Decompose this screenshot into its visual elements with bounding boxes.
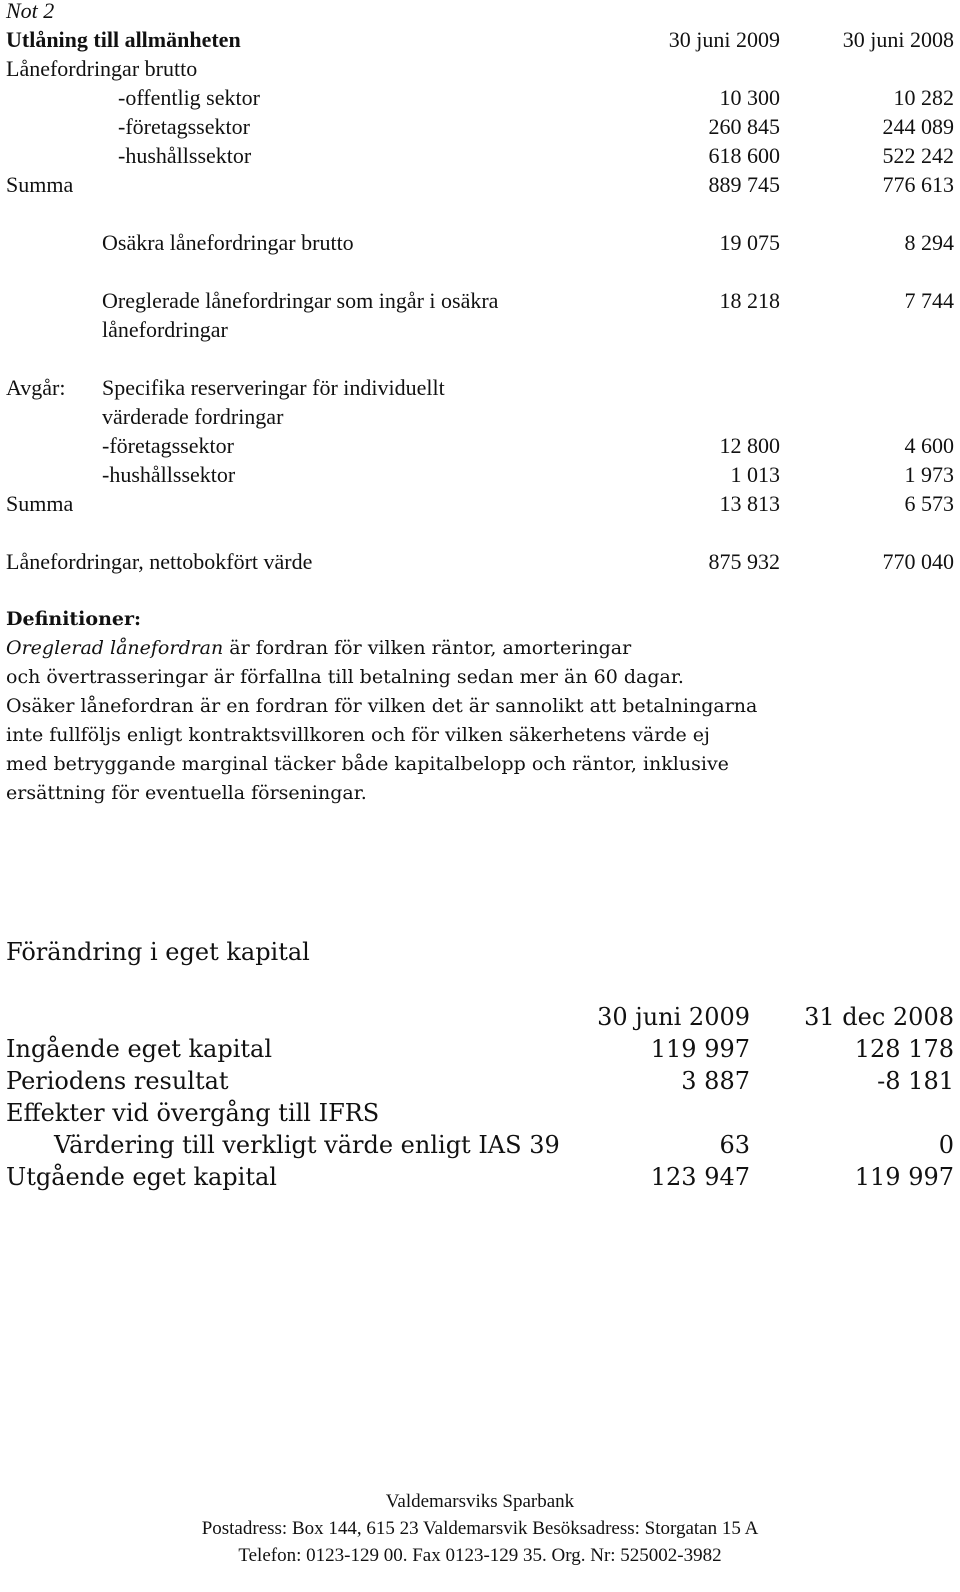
table-cell: 260 845	[708, 114, 780, 139]
equity-row-label: Periodens resultat	[6, 1067, 229, 1095]
table-row-label: -offentlig sektor	[118, 85, 260, 110]
specific-reserve-line2: värderade fordringar	[102, 404, 284, 429]
sum-cell: 889 745	[708, 172, 780, 197]
table-cell: 1 973	[904, 462, 954, 487]
footer-bank-name: Valdemarsviks Sparbank	[385, 1491, 575, 1512]
equity-cell: 119 997	[854, 1163, 954, 1191]
table-cell: 4 600	[904, 433, 954, 458]
table-cell: 10 300	[719, 85, 780, 110]
definition-line: med betryggande marginal täcker både kapitalbelopp och räntor, inklusive	[6, 753, 729, 775]
deduct-label: Avgår:	[6, 375, 66, 400]
definition-line	[6, 634, 631, 663]
definition-line: Osäker lånefordran är en fordran för vilken det är sannolikt att betalningarna	[6, 695, 758, 717]
equity-row-label: Effekter vid övergång till IFRS	[6, 1099, 380, 1127]
table-row-label: -hushållssektor	[118, 143, 252, 168]
definition-line: ersättning för eventuella förseningar.	[6, 782, 367, 804]
specific-reserve-line1: Specifika reserveringar för individuellt	[102, 375, 445, 400]
column-header-2: 30 juni 2008	[842, 27, 954, 52]
sum-label: Summa	[6, 491, 74, 516]
definition-term: Oreglerad lånefordran	[6, 637, 224, 659]
sum-cell: 6 573	[904, 491, 954, 516]
definition-text: är fordran för vilken räntor, amorteringar	[223, 637, 632, 659]
equity-row-label: Utgående eget kapital	[6, 1163, 277, 1191]
equity-cell: 119 997	[650, 1035, 750, 1063]
net-cell: 770 040	[882, 549, 954, 574]
sum-label: Summa	[6, 172, 74, 197]
equity-column-header-2: 31 dec 2008	[804, 1003, 954, 1031]
footer-contact: Telefon: 0123-129 00. Fax 0123-129 35. Org. Nr: 525002-3982	[238, 1545, 722, 1566]
definition-line: och övertrasseringar är förfallna till betalning sedan mer än 60 dagar.	[6, 666, 684, 688]
equity-cell: 128 178	[854, 1035, 954, 1063]
nonperforming-label-line2: lånefordringar	[102, 317, 228, 342]
equity-cell: 63	[719, 1131, 750, 1159]
note-label: Not 2	[6, 0, 55, 23]
equity-row-label: Ingående eget kapital	[6, 1035, 273, 1063]
sum-cell: 776 613	[882, 172, 954, 197]
definition-line: inte fullföljs enligt kontraktsvillkoren och för vilken säkerhetens värde ej	[6, 724, 710, 746]
doubtful-label: Osäkra lånefordringar brutto	[102, 230, 354, 255]
table-cell: 12 800	[719, 433, 780, 458]
table-cell: 7 744	[904, 288, 954, 313]
note-heading: Utlåning till allmänheten	[6, 27, 241, 52]
net-cell: 875 932	[708, 549, 780, 574]
table-cell: 19 075	[719, 230, 780, 255]
definitions-title: Definitioner:	[6, 608, 142, 630]
equity-cell: 0	[938, 1131, 954, 1159]
net-label: Lånefordringar, nettobokfört värde	[6, 549, 313, 574]
table-cell: 1 013	[730, 462, 780, 487]
equity-row-label: Värdering till verkligt värde enligt IAS 39	[54, 1131, 560, 1159]
sum-cell: 13 813	[719, 491, 780, 516]
footer-address: Postadress: Box 144, 615 23 Valdemarsvik Besöksadress: Storgatan 15 A	[201, 1518, 759, 1539]
equity-cell: 123 947	[650, 1163, 750, 1191]
equity-cell: -8 181	[877, 1067, 954, 1095]
table-cell: 10 282	[893, 85, 954, 110]
table-cell: 244 089	[882, 114, 954, 139]
table-row-label: -företagssektor	[118, 114, 250, 139]
table-row-label: -hushållssektor	[102, 462, 236, 487]
equity-column-header-1: 30 juni 2009	[597, 1003, 750, 1031]
equity-title: Förändring i eget kapital	[6, 938, 310, 966]
table-cell: 8 294	[904, 230, 954, 255]
table-cell: 618 600	[708, 143, 780, 168]
nonperforming-label-line1: Oreglerade lånefordringar som ingår i osäkra	[102, 288, 499, 313]
column-header-1: 30 juni 2009	[668, 27, 780, 52]
table-row-label: -företagssektor	[102, 433, 234, 458]
gross-label: Lånefordringar brutto	[6, 56, 198, 81]
table-cell: 18 218	[719, 288, 780, 313]
equity-cell: 3 887	[681, 1067, 750, 1095]
table-cell: 522 242	[882, 143, 954, 168]
